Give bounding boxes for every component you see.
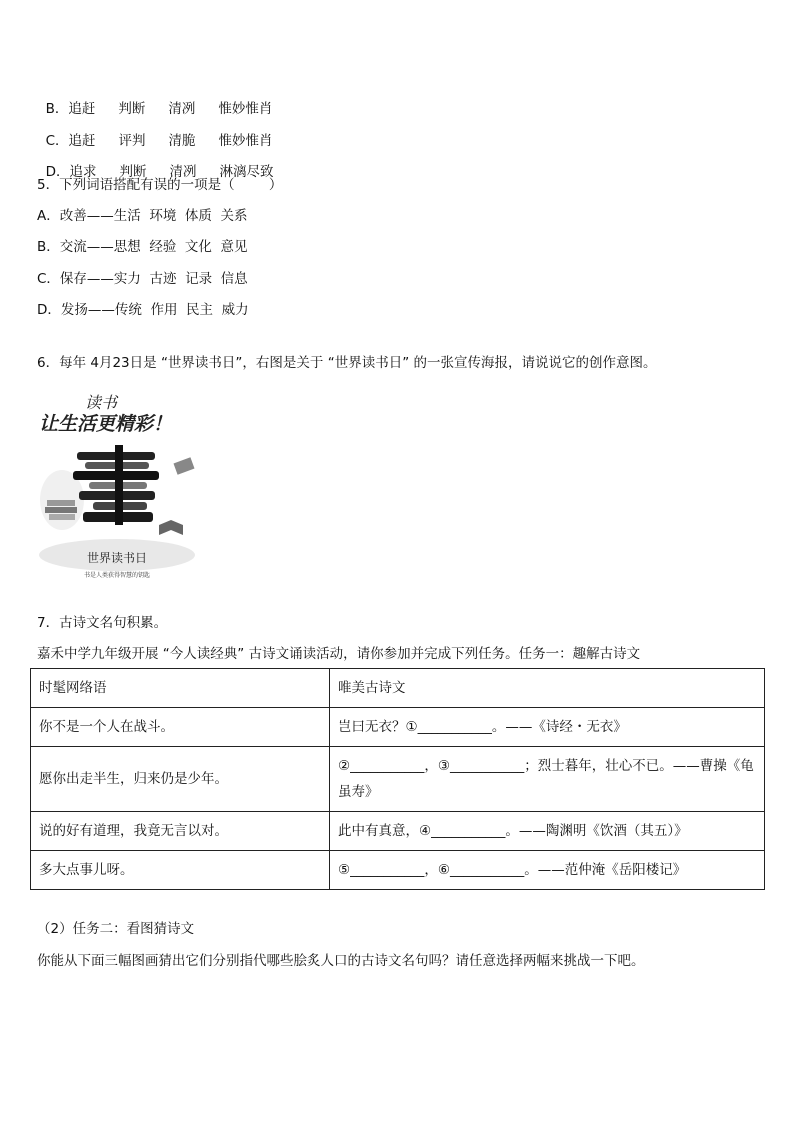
option-word: 清冽 <box>168 101 196 117</box>
poster-title: 世界读书日 <box>86 551 148 565</box>
poetry-table <box>30 668 765 890</box>
option-word: 评判 <box>118 133 146 149</box>
option-label: B． <box>45 101 69 117</box>
table-row <box>31 708 765 747</box>
q7-stem: 7．古诗文名句积累。 <box>37 615 168 631</box>
task2-text: 你能从下面三幅图画猜出它们分别指代哪些脍炙人口的古诗文名句吗？请任意选择两幅来挑战一下吧。 <box>37 953 645 969</box>
q7-intro: 嘉禾中学九年级开展 “今人读经典” 古诗文诵读活动，请你参加并完成下列任务。任务一：趣解古诗文 <box>37 646 641 662</box>
option-word: 惟妙惟肖 <box>218 101 273 117</box>
q6-stem: 6．每年 4月23日是 “世界读书日”，右图是关于 “世界读书日” 的一张宣传海报，请说说它的创作意图。 <box>37 355 657 371</box>
table-cell: ⑤___________，⑥___________。——范仲淹《岳阳楼记》 <box>330 851 765 890</box>
poster-subtitle: 书是人类获得智慧的钥匙 <box>83 572 151 579</box>
option-word: 淋漓尽致 <box>219 164 274 180</box>
table-cell: 你不是一个人在战斗。 <box>31 708 330 747</box>
world-reading-day-poster <box>37 390 197 582</box>
table-cell: ②___________，③___________；烈士暮年，壮心不已。——曹操《龟虽寿》 <box>330 747 765 812</box>
poster-headline: 让生活更精彩！ <box>39 413 173 435</box>
table-header-row <box>31 669 765 708</box>
option-word: 判断 <box>118 101 146 117</box>
table-header: 时髦网络语 <box>31 669 330 708</box>
table-cell: 说的好有道理，我竟无言以对。 <box>31 812 330 851</box>
table-cell: 岂曰无衣？①___________。——《诗经・无衣》 <box>330 708 765 747</box>
open-book-icon <box>159 520 183 535</box>
option-label: C． <box>45 133 69 149</box>
book-stack-icon <box>73 445 159 525</box>
q5-stem: 5．下列词语搭配有误的一项是（ ） <box>37 177 283 193</box>
task2-title: （2）任务二：看图猜诗文 <box>37 921 195 937</box>
option-word: 判断 <box>119 164 147 180</box>
table-cell: 多大点事儿呀。 <box>31 851 330 890</box>
option-word: 惟妙惟肖 <box>218 133 273 149</box>
q5-option-c: C．保存——实力 古迹 记录 信息 <box>37 271 248 287</box>
option-word: 追赶 <box>68 133 96 149</box>
option-word: 清冽 <box>169 164 197 180</box>
table-row <box>31 812 765 851</box>
q5-option-d: D．发扬——传统 作用 民主 威力 <box>37 302 249 318</box>
option-word: 追求 <box>69 164 97 180</box>
table-cell: 愿你出走半生，归来仍是少年。 <box>31 747 330 812</box>
q4-option-b <box>37 82 272 118</box>
flying-book-icon <box>173 457 194 474</box>
q5-option-b: B．交流——思想 经验 文化 意见 <box>37 239 248 255</box>
stacked-books-icon <box>45 500 77 520</box>
poster-headline-top: 读书 <box>85 393 118 412</box>
table-row <box>31 851 765 890</box>
table-cell: 此中有真意，④___________。——陶渊明《饮酒（其五）》 <box>330 812 765 851</box>
option-label: D． <box>45 164 70 180</box>
table-row <box>31 747 765 812</box>
q5-option-a: A．改善——生活 环境 体质 关系 <box>37 208 248 224</box>
option-word: 追赶 <box>68 101 96 117</box>
table-header: 唯美古诗文 <box>330 669 765 708</box>
option-word: 清脆 <box>168 133 196 149</box>
